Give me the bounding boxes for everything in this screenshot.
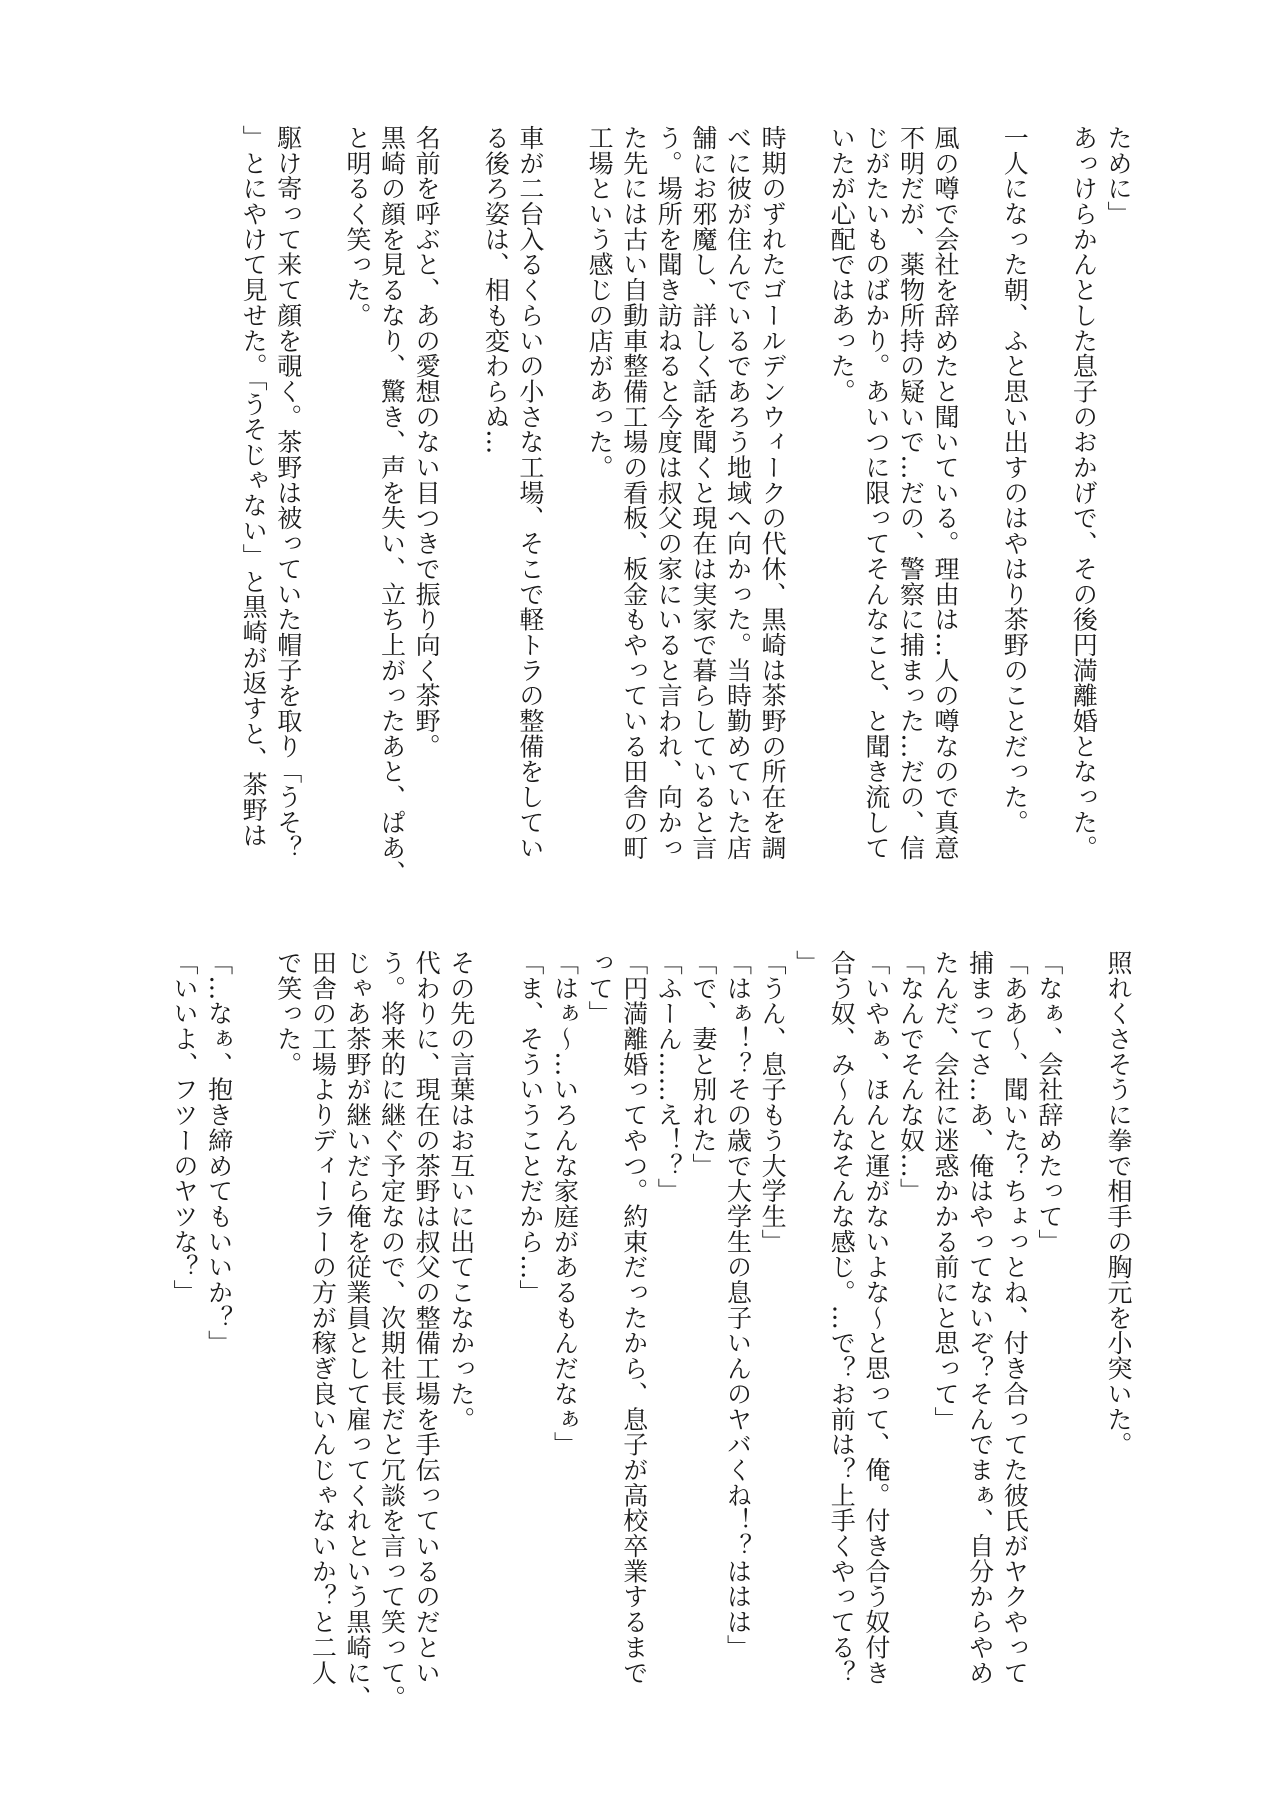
text-line: じがたいものばかり。あいつに限ってそんなこと、と聞き流して bbox=[861, 125, 891, 861]
text-line: いたが心配ではあった。 bbox=[827, 125, 857, 404]
text-line: う。場所を聞き訪ねると今度は叔父の家にいると言われ、向かっ bbox=[654, 125, 684, 861]
text-line: 」 bbox=[792, 950, 822, 976]
text-line: 合う奴、み〜んなそんな感じ。…で？お前は？上手くやってる？ bbox=[827, 950, 857, 1686]
text-line: 「はぁ！？その歳で大学生の息子いんのヤバくね！？ははは」 bbox=[723, 950, 753, 1660]
text-line: 「うん、息子もう大学生」 bbox=[758, 950, 788, 1255]
text-line: じゃあ茶野が継いだら俺を従業員として雇ってくれという黒崎に、 bbox=[342, 950, 372, 1711]
text-line: 田舎の工場よりディーラーの方が稼ぎ良いんじゃないか？と二人 bbox=[308, 950, 338, 1686]
text-line: 舗にお邪魔し、詳しく話を聞くと現在は実家で暮らしていると言 bbox=[688, 125, 718, 861]
text-line: ために」 bbox=[1104, 125, 1133, 227]
text-line: 不明だが、薬物所持の疑いで…だの、警察に捕まった…だの、信 bbox=[896, 125, 926, 861]
text-line: 風の噂で会社を辞めたと聞いている。理由は…人の噂なので真意 bbox=[931, 125, 961, 861]
text-line: 「なんでそんな奴…」 bbox=[896, 950, 926, 1204]
text-line: 「で、妻と別れた」 bbox=[688, 950, 718, 1179]
text-line: 「ふーん……え！？」 bbox=[654, 950, 684, 1204]
text-line: う。将来的に継ぐ予定なので、次期社長だと冗談を言って笑って。 bbox=[377, 950, 407, 1711]
text-line: 「ま、そういうことだから…」 bbox=[515, 950, 545, 1305]
text-line: 「いやぁ、ほんと運がないよな〜と思って、俺。付き合う奴付き bbox=[861, 950, 891, 1686]
text-line: で笑った。 bbox=[273, 950, 303, 1077]
text-line: 「なぁ、会社辞めたって」 bbox=[1034, 950, 1064, 1255]
text-line: と明るく笑った。 bbox=[342, 125, 372, 328]
text-line: る後ろ姿は、相も変わらぬ… bbox=[481, 125, 511, 455]
text-line: 名前を呼ぶと、あの愛想のない目つきで振り向く茶野。 bbox=[412, 125, 442, 759]
text-line: 一人になった朝、ふと思い出すのはやはり茶野のことだった。 bbox=[1000, 125, 1030, 835]
text-line: た先には古い自動車整備工場の看板、板金もやっている田舎の町 bbox=[619, 125, 649, 861]
text-line: 「…なぁ、抱き締めてもいいか？」 bbox=[204, 950, 234, 1356]
text-line: 駆け寄って来て顔を覗く。茶野は被っていた帽子を取り「うそ？ bbox=[273, 125, 303, 861]
text-line: その先の言葉はお互いに出てこなかった。 bbox=[446, 950, 476, 1432]
text-line: 黒崎の顔を見るなり、驚き、声を失い、立ち上がったあと、ぱあ、 bbox=[377, 125, 407, 886]
text-line: 「はぁ〜…いろんな家庭があるもんだなぁ」 bbox=[550, 950, 580, 1457]
text-line: たんだ、会社に迷惑かかる前にと思って」 bbox=[931, 950, 961, 1432]
text-line: 工場という感じの店があった。 bbox=[585, 125, 615, 480]
text-line: 時期のずれたゴールデンウィークの代休、黒崎は茶野の所在を調 bbox=[758, 125, 788, 861]
text-line: べに彼が住んでいるであろう地域へ向かった。当時勤めていた店 bbox=[723, 125, 753, 861]
text-line: 車が二台入るくらいの小さな工場、そこで軽トラの整備をしてい bbox=[515, 125, 545, 861]
text-line: 「いいよ、フツーのヤツな？」 bbox=[169, 950, 199, 1305]
text-line: 代わりに、現在の茶野は叔父の整備工場を手伝っているのだとい bbox=[412, 950, 442, 1686]
text-line: って」 bbox=[585, 950, 615, 1027]
text-line: 照れくさそうに拳で相手の胸元を小突いた。 bbox=[1104, 950, 1133, 1457]
upper-text-block bbox=[236, 125, 1135, 915]
text-line: 「ああ〜、聞いた？ちょっとね、付き合ってた彼氏がヤクやって bbox=[1000, 950, 1030, 1686]
text-line: 「円満離婚ってやつ。約束だったから、息子が高校卒業するまで bbox=[619, 950, 649, 1686]
text-line: 捕まってさ…あ、俺はやってないぞ？そんでまぁ、自分からやめ bbox=[965, 950, 995, 1686]
lower-text-block bbox=[166, 950, 1135, 1740]
text-line: あっけらかんとした息子のおかげで、その後円満離婚となった。 bbox=[1069, 125, 1099, 861]
text-line: 」とにやけて見せた。「うそじゃない」と黒崎が返すと、茶野は bbox=[239, 125, 269, 848]
